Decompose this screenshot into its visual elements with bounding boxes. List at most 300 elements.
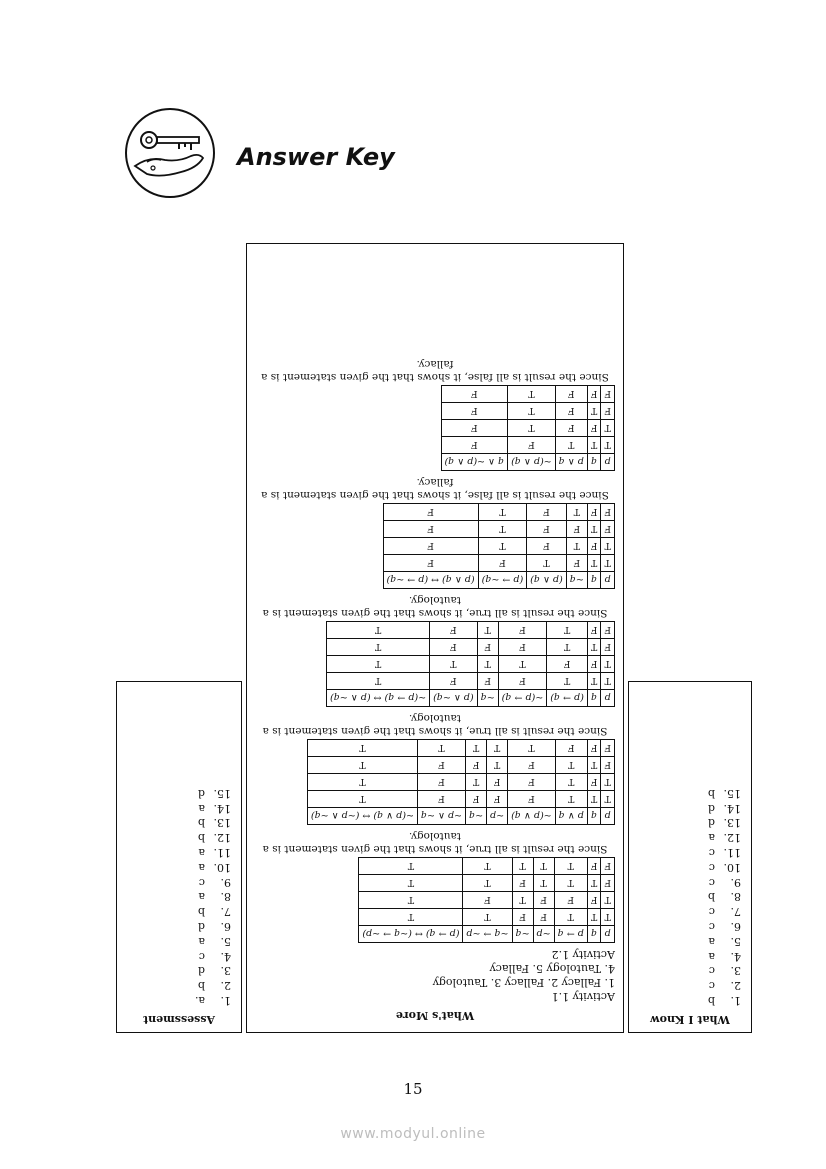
- truth-value-cell: F: [383, 521, 478, 538]
- answer-item: [127, 844, 231, 859]
- truth-value-cell: T: [587, 757, 601, 774]
- answer-number: 1.: [730, 994, 741, 1007]
- column-header: (p → ~q): [478, 572, 527, 589]
- truth-value-cell: F: [587, 656, 601, 673]
- truth-value-cell: F: [508, 774, 556, 791]
- truth-value-cell: T: [508, 740, 556, 757]
- whats-more-title: What's More: [395, 1009, 475, 1022]
- answer-number: 10.: [213, 860, 231, 874]
- column-header: p: [601, 808, 615, 825]
- answer-item: [639, 948, 741, 963]
- answer-item: [639, 977, 741, 992]
- answer-item: [639, 800, 741, 815]
- column-header: (p → q): [547, 690, 588, 707]
- truth-value-cell: T: [601, 673, 615, 690]
- answer-number: 5.: [730, 934, 741, 948]
- truth-table-header-row: [441, 454, 614, 471]
- truth-value-cell: F: [417, 774, 465, 791]
- truth-value-cell: T: [554, 909, 587, 926]
- what-i-know-list: [639, 785, 741, 1007]
- truth-value-cell: T: [601, 538, 615, 555]
- truth-value-cell: F: [587, 622, 601, 639]
- truth-value-cell: T: [601, 555, 615, 572]
- answer-letter: c: [708, 846, 715, 860]
- answer-letter: b: [707, 890, 715, 904]
- truth-value-cell: F: [478, 555, 527, 572]
- column-header: ~(p ∨ q) ↔ (~p ∧ ~q): [307, 808, 417, 825]
- watermark: www.modyul.online: [340, 1126, 486, 1142]
- truth-value-cell: F: [601, 403, 615, 420]
- answer-letter: b: [707, 994, 715, 1007]
- truth-value-cell: T: [463, 909, 512, 926]
- column-header: ~(p ∨ q): [508, 808, 556, 825]
- truth-value-cell: F: [601, 858, 615, 875]
- truth-value-cell: T: [587, 673, 601, 690]
- truth-value-cell: F: [466, 757, 487, 774]
- truth-value-cell: T: [566, 538, 587, 555]
- truth-value-cell: T: [307, 774, 417, 791]
- answer-number: 8.: [730, 890, 741, 904]
- truth-table-header-row: [307, 808, 614, 825]
- truth-value-cell: T: [601, 909, 615, 926]
- answer-number: 2.: [730, 979, 741, 993]
- truth-value-cell: F: [417, 757, 465, 774]
- answer-number: 9.: [220, 875, 231, 889]
- answer-item: [127, 918, 231, 933]
- truth-value-cell: T: [307, 791, 417, 808]
- answer-number: 6.: [730, 920, 741, 934]
- truth-value-cell: F: [463, 892, 512, 909]
- assessment-panel: [116, 681, 242, 1033]
- answer-number: 4.: [730, 949, 741, 963]
- truth-value-cell: F: [601, 504, 615, 521]
- truth-value-cell: T: [566, 504, 587, 521]
- table-row: [327, 673, 615, 690]
- truth-value-cell: F: [601, 622, 615, 639]
- answer-number: 15.: [213, 786, 231, 800]
- truth-value-cell: T: [307, 757, 417, 774]
- truth-value-cell: F: [441, 386, 508, 403]
- truth-value-cell: T: [533, 875, 554, 892]
- truth-value-cell: T: [587, 437, 601, 454]
- answer-letter: a: [708, 831, 715, 845]
- answer-number: 7.: [730, 905, 741, 919]
- answer-item: [639, 992, 741, 1007]
- truth-value-cell: F: [508, 437, 556, 454]
- truth-value-cell: F: [555, 740, 587, 757]
- truth-value-cell: T: [587, 521, 601, 538]
- answer-item: [127, 933, 231, 948]
- answer-letter: c: [708, 964, 715, 978]
- truth-value-cell: F: [487, 774, 508, 791]
- truth-value-cell: F: [512, 909, 533, 926]
- whats-more-panel: [246, 243, 624, 1033]
- truth-value-cell: F: [587, 538, 601, 555]
- table-row: [327, 622, 615, 639]
- answer-number: 15.: [723, 786, 741, 800]
- answer-letter: a: [198, 801, 205, 815]
- truth-value-cell: F: [430, 622, 478, 639]
- table-row: [441, 420, 614, 437]
- answer-letter: b: [707, 786, 715, 800]
- truth-value-cell: T: [587, 791, 601, 808]
- column-header: ~p: [533, 926, 554, 943]
- answer-letter: c: [198, 875, 205, 889]
- truth-value-cell: T: [601, 774, 615, 791]
- truth-value-cell: F: [477, 639, 498, 656]
- table-row: [383, 521, 614, 538]
- truth-value-cell: F: [527, 504, 567, 521]
- table-row: [441, 386, 614, 403]
- answer-number: 11.: [723, 846, 741, 860]
- answer-letter: d: [197, 786, 205, 800]
- column-header: p: [601, 926, 615, 943]
- truth-value-cell: T: [508, 420, 556, 437]
- column-header: p: [601, 572, 615, 589]
- truth-value-cell: T: [478, 521, 527, 538]
- answer-number: 6.: [220, 920, 231, 934]
- truth-value-cell: F: [487, 791, 508, 808]
- truth-table-header-row: [359, 926, 615, 943]
- table-conclusion: Since the result is all true, it shows that the given statement is a tautology.: [262, 594, 608, 619]
- truth-value-cell: T: [327, 622, 430, 639]
- answer-item: [639, 963, 741, 978]
- truth-value-cell: F: [512, 875, 533, 892]
- answer-letter: a.: [194, 994, 205, 1007]
- truth-value-cell: T: [555, 437, 587, 454]
- truth-value-cell: T: [555, 791, 587, 808]
- truth-value-cell: T: [498, 656, 547, 673]
- truth-value-cell: T: [307, 740, 417, 757]
- column-header: ~p: [487, 808, 508, 825]
- truth-value-cell: T: [477, 656, 498, 673]
- answer-number: 12.: [213, 831, 231, 845]
- answer-letter: b: [197, 816, 205, 830]
- table-row: [359, 909, 615, 926]
- truth-value-cell: T: [587, 639, 601, 656]
- truth-table-header-row: [383, 572, 614, 589]
- column-header: ~q: [512, 926, 533, 943]
- truth-value-cell: F: [547, 656, 588, 673]
- truth-value-cell: T: [508, 403, 556, 420]
- truth-value-cell: T: [463, 875, 512, 892]
- truth-value-cell: T: [601, 437, 615, 454]
- table-row: [327, 656, 615, 673]
- activity-1-answers-line1: 1. Fallacy 2. Fallacy 3. Tautology: [432, 976, 615, 989]
- answer-item: [639, 903, 741, 918]
- truth-value-cell: F: [527, 521, 567, 538]
- truth-value-cell: F: [527, 538, 567, 555]
- truth-value-cell: T: [466, 740, 487, 757]
- answer-item: [127, 889, 231, 904]
- truth-value-cell: F: [383, 555, 478, 572]
- column-header: p: [601, 454, 615, 471]
- truth-value-cell: F: [601, 875, 615, 892]
- truth-value-cell: T: [359, 909, 463, 926]
- answer-letter: b: [197, 905, 205, 919]
- assessment-content: [117, 682, 241, 1032]
- truth-tables: [255, 357, 615, 943]
- truth-value-cell: T: [555, 774, 587, 791]
- truth-value-cell: F: [383, 504, 478, 521]
- answer-item: [127, 977, 231, 992]
- truth-table-header-row: [327, 690, 615, 707]
- answer-number: 1.: [220, 994, 231, 1007]
- what-i-know-content: [629, 682, 751, 1032]
- whats-more-content: [247, 244, 623, 1032]
- truth-value-cell: F: [601, 757, 615, 774]
- activity-2-label: Activity 1.2: [551, 948, 615, 961]
- truth-value-cell: T: [359, 858, 463, 875]
- truth-value-cell: T: [359, 892, 463, 909]
- answer-number: 10.: [723, 860, 741, 874]
- answer-number: 12.: [723, 831, 741, 845]
- truth-value-cell: F: [533, 909, 554, 926]
- table-conclusion: Since the result is all false, it shows that the given statement is a fallacy.: [261, 476, 609, 501]
- answer-item: [127, 859, 231, 874]
- answer-number: 13.: [213, 816, 231, 830]
- answer-item: [639, 829, 741, 844]
- answer-item: [127, 903, 231, 918]
- truth-table: [383, 503, 615, 589]
- answer-number: 14.: [723, 801, 741, 815]
- answer-key-logo: [125, 108, 215, 198]
- answer-letter: a: [198, 890, 205, 904]
- key-in-hand-icon: [127, 110, 213, 196]
- what-i-know-title: What I Know: [650, 1013, 730, 1026]
- column-header: q ∧ ~(p ∧ q): [441, 454, 508, 471]
- table-conclusion: Since the result is all true, it shows that the given statement is a tautology.: [262, 830, 608, 855]
- truth-value-cell: T: [601, 791, 615, 808]
- answer-letter: a: [198, 846, 205, 860]
- truth-value-cell: T: [478, 538, 527, 555]
- answer-number: 8.: [220, 890, 231, 904]
- truth-value-cell: F: [555, 403, 587, 420]
- column-header: ~q: [566, 572, 587, 589]
- answer-item: [127, 829, 231, 844]
- answer-number: 11.: [213, 846, 231, 860]
- table-row: [441, 437, 614, 454]
- truth-value-cell: F: [533, 892, 554, 909]
- answer-letter: d: [197, 964, 205, 978]
- answer-letter: a: [708, 949, 715, 963]
- table-row: [327, 639, 615, 656]
- column-header: ~q: [477, 690, 498, 707]
- answer-letter: d: [197, 920, 205, 934]
- truth-table: [358, 857, 615, 943]
- truth-value-cell: F: [441, 420, 508, 437]
- truth-value-cell: F: [555, 420, 587, 437]
- truth-value-cell: F: [498, 673, 547, 690]
- truth-value-cell: T: [327, 673, 430, 690]
- answer-number: 3.: [220, 964, 231, 978]
- truth-value-cell: F: [498, 622, 547, 639]
- answer-number: 9.: [730, 875, 741, 889]
- answer-item: [639, 889, 741, 904]
- truth-value-cell: T: [463, 858, 512, 875]
- page-number: 15: [403, 1080, 423, 1098]
- truth-value-cell: T: [327, 639, 430, 656]
- table-row: [307, 740, 614, 757]
- truth-value-cell: F: [587, 504, 601, 521]
- answer-item: [639, 815, 741, 830]
- truth-value-cell: F: [477, 673, 498, 690]
- truth-value-cell: F: [417, 791, 465, 808]
- column-header: ~p ∧ ~q: [417, 808, 465, 825]
- answer-item: [639, 918, 741, 933]
- truth-value-cell: T: [487, 740, 508, 757]
- answer-item: [127, 963, 231, 978]
- table-row: [359, 858, 615, 875]
- truth-table: [326, 621, 615, 707]
- truth-value-cell: F: [601, 386, 615, 403]
- answer-number: 7.: [220, 905, 231, 919]
- answer-item: [639, 785, 741, 800]
- activity-1-label: Activity 1.1: [551, 990, 615, 1003]
- answer-number: 3.: [730, 964, 741, 978]
- truth-value-cell: T: [508, 386, 556, 403]
- answer-number: 14.: [213, 801, 231, 815]
- truth-value-cell: F: [508, 757, 556, 774]
- column-header: q: [587, 808, 601, 825]
- answer-item: [127, 815, 231, 830]
- truth-value-cell: F: [587, 892, 601, 909]
- truth-value-cell: F: [601, 521, 615, 538]
- truth-value-cell: T: [587, 909, 601, 926]
- truth-value-cell: T: [430, 656, 478, 673]
- truth-value-cell: T: [466, 774, 487, 791]
- answer-item: [639, 844, 741, 859]
- answer-item: [127, 785, 231, 800]
- truth-value-cell: F: [441, 437, 508, 454]
- answer-letter: a: [198, 860, 205, 874]
- answer-letter: c: [708, 905, 715, 919]
- column-header: ~q → ~p: [463, 926, 512, 943]
- answer-letter: c: [708, 979, 715, 993]
- answer-letter: d: [707, 801, 715, 815]
- answer-number: 5.: [220, 934, 231, 948]
- answer-item: [639, 933, 741, 948]
- truth-value-cell: F: [466, 791, 487, 808]
- truth-value-cell: F: [441, 403, 508, 420]
- truth-value-cell: T: [587, 875, 601, 892]
- column-header: p: [601, 690, 615, 707]
- answer-letter: c: [708, 875, 715, 889]
- answer-item: [127, 948, 231, 963]
- truth-value-cell: T: [417, 740, 465, 757]
- answer-item: [639, 874, 741, 889]
- answer-letter: c: [198, 949, 205, 963]
- column-header: p ∨ q: [555, 808, 587, 825]
- answer-number: 4.: [220, 949, 231, 963]
- truth-table: [441, 385, 615, 471]
- answer-letter: d: [707, 816, 715, 830]
- table-row: [383, 538, 614, 555]
- truth-value-cell: F: [430, 673, 478, 690]
- table-row: [307, 791, 614, 808]
- column-header: p ∧ q: [555, 454, 587, 471]
- table-conclusion: Since the result is all true, it shows that the given statement is a tautology.: [262, 712, 608, 737]
- column-header: (p ∧ ~q): [430, 690, 478, 707]
- truth-value-cell: T: [555, 757, 587, 774]
- table-conclusion: Since the result is all false, it shows that the given statement is a fallacy.: [261, 358, 609, 383]
- truth-value-cell: T: [601, 420, 615, 437]
- table-row: [307, 757, 614, 774]
- answer-letter: a: [708, 934, 715, 948]
- truth-value-cell: F: [383, 538, 478, 555]
- column-header: ~(p → q): [498, 690, 547, 707]
- column-header: q: [587, 926, 601, 943]
- column-header: (p → q) ↔ (~q → ~p): [359, 926, 463, 943]
- answer-letter: b: [197, 831, 205, 845]
- answer-item: [127, 874, 231, 889]
- table-row: [359, 892, 615, 909]
- truth-value-cell: F: [566, 521, 587, 538]
- column-header: (p ∧ q): [527, 572, 567, 589]
- truth-value-cell: F: [601, 740, 615, 757]
- column-header: p → q: [554, 926, 587, 943]
- table-row: [383, 504, 614, 521]
- column-header: q: [587, 572, 601, 589]
- truth-value-cell: T: [512, 892, 533, 909]
- answer-letter: c: [708, 860, 715, 874]
- column-header: ~(p → q) ↔ (p ∧ ~q): [327, 690, 430, 707]
- answer-item: [639, 859, 741, 874]
- answer-item: [127, 800, 231, 815]
- truth-value-cell: F: [555, 386, 587, 403]
- truth-value-cell: T: [478, 504, 527, 521]
- truth-table: [307, 739, 615, 825]
- column-header: (p ∧ q) ↔ (p → ~q): [383, 572, 478, 589]
- truth-value-cell: T: [487, 757, 508, 774]
- answer-item: [127, 992, 231, 1007]
- truth-value-cell: T: [547, 673, 588, 690]
- truth-value-cell: T: [547, 622, 588, 639]
- answer-letter: b: [197, 979, 205, 993]
- truth-value-cell: T: [587, 403, 601, 420]
- column-header: ~q: [466, 808, 487, 825]
- truth-value-cell: F: [587, 774, 601, 791]
- truth-value-cell: F: [587, 740, 601, 757]
- answer-letter: a: [198, 934, 205, 948]
- truth-value-cell: F: [601, 639, 615, 656]
- truth-value-cell: T: [527, 555, 567, 572]
- truth-value-cell: T: [477, 622, 498, 639]
- column-header: ~(p ∧ q): [508, 454, 556, 471]
- assessment-list: [127, 785, 231, 1007]
- truth-value-cell: T: [327, 656, 430, 673]
- truth-value-cell: T: [587, 555, 601, 572]
- truth-value-cell: F: [554, 892, 587, 909]
- table-row: [441, 403, 614, 420]
- answer-number: 2.: [220, 979, 231, 993]
- truth-value-cell: F: [430, 639, 478, 656]
- truth-value-cell: F: [587, 420, 601, 437]
- table-row: [383, 555, 614, 572]
- truth-value-cell: T: [601, 656, 615, 673]
- truth-value-cell: F: [587, 858, 601, 875]
- table-row: [307, 774, 614, 791]
- column-header: q: [587, 454, 601, 471]
- truth-value-cell: F: [498, 639, 547, 656]
- truth-value-cell: T: [533, 858, 554, 875]
- activity-1-answers-line2: 4. Tautology 5. Fallacy: [489, 962, 615, 975]
- truth-value-cell: T: [554, 858, 587, 875]
- table-row: [359, 875, 615, 892]
- truth-value-cell: T: [601, 892, 615, 909]
- truth-value-cell: T: [512, 858, 533, 875]
- truth-value-cell: T: [554, 875, 587, 892]
